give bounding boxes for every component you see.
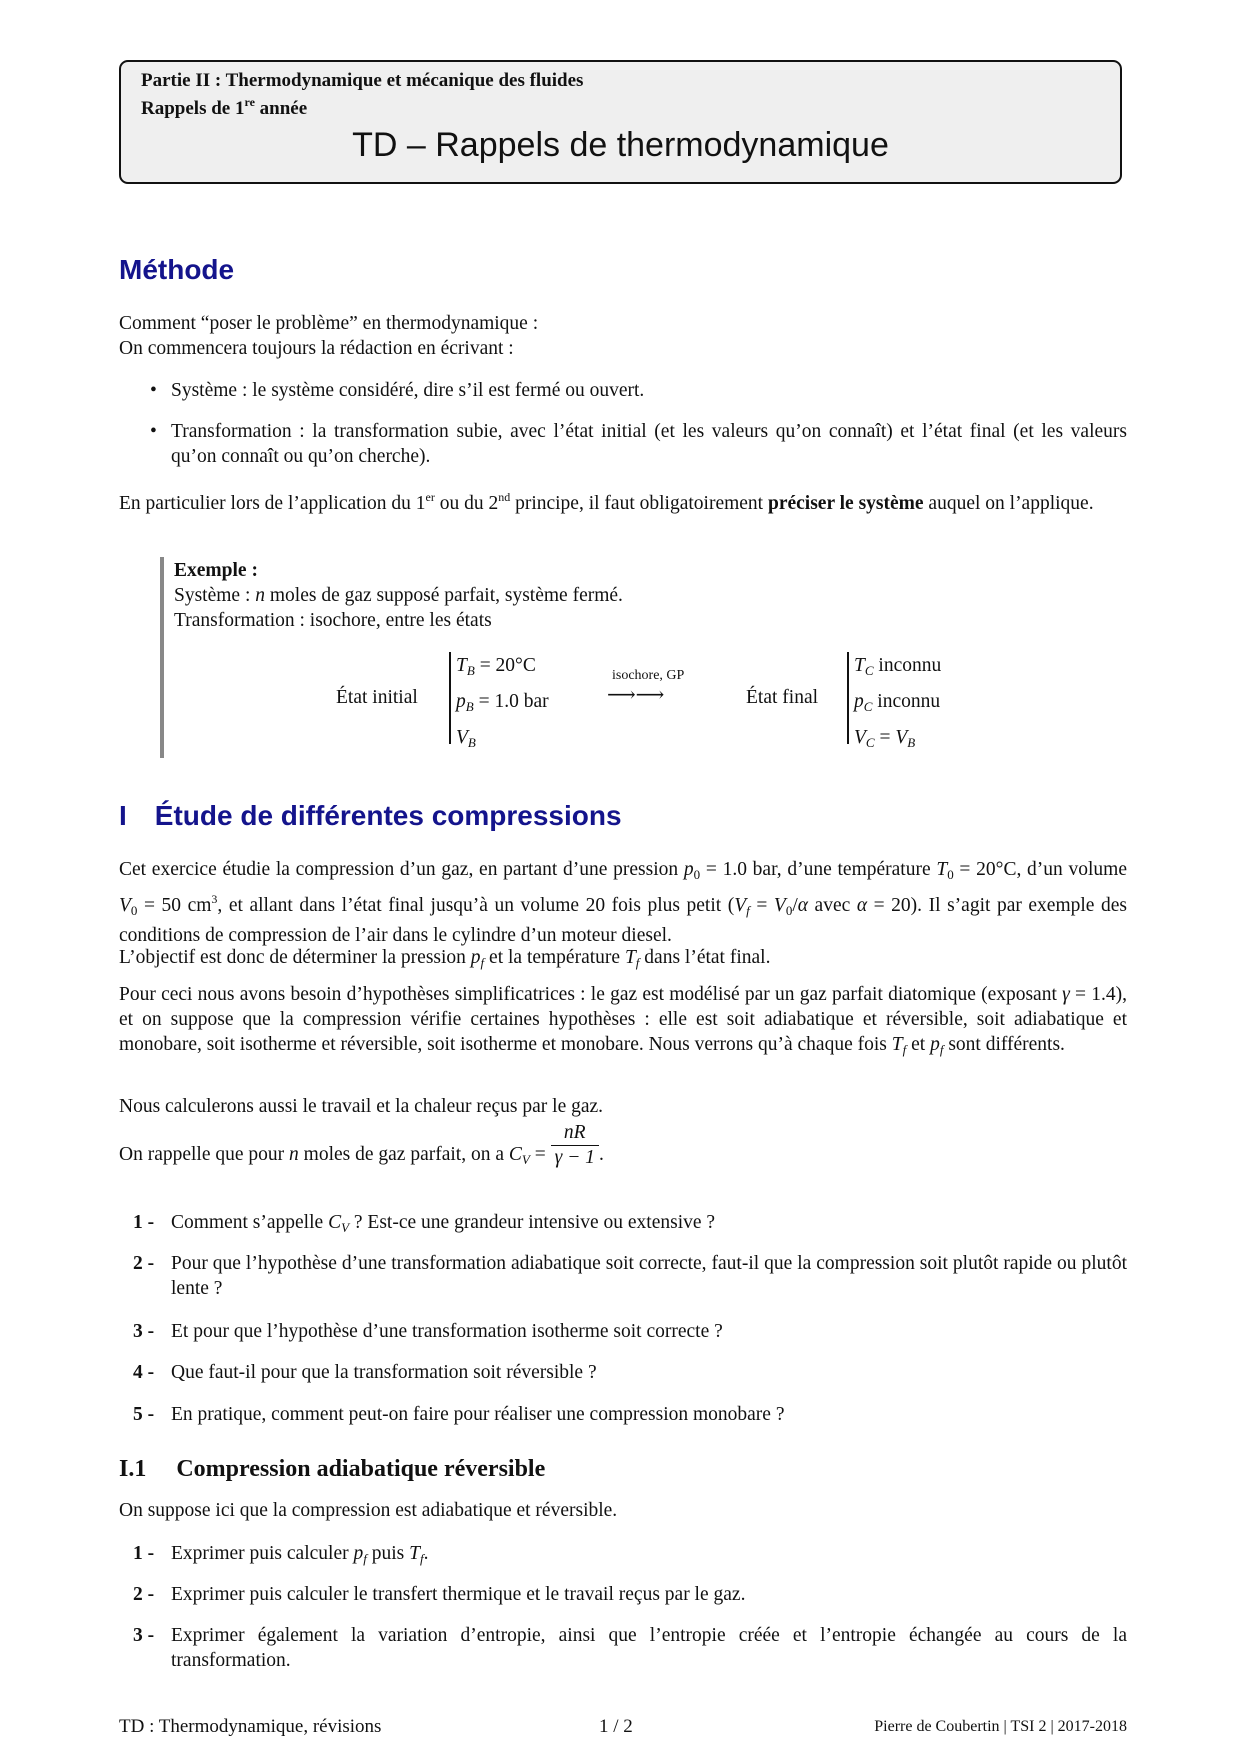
- text-run: =: [529, 1143, 551, 1165]
- math-symbol: α: [856, 895, 868, 916]
- math-symbol: V: [854, 727, 866, 748]
- math-symbol: V: [773, 895, 786, 916]
- question-text: [171, 1582, 1127, 1607]
- text-run: moles de gaz parfait, on a: [298, 1143, 509, 1165]
- math-symbol: f: [746, 903, 750, 918]
- heading-methode: Méthode: [119, 254, 235, 285]
- math-symbol: n: [255, 585, 265, 606]
- text-run: Cet exercice étudie la compression d’un gaz, en partant d’une pression: [119, 859, 684, 880]
- text-run: et: [906, 1034, 931, 1055]
- math-symbol: α: [797, 895, 808, 916]
- math-symbol: f: [939, 1042, 944, 1057]
- text-run: = 20°C: [474, 655, 536, 676]
- paragraph: On rappelle que pour n moles de gaz parfait, on a $C_V$ = $\frac{nR}{\gamma - 1}$ .: [119, 1122, 604, 1168]
- math-symbol: B: [907, 735, 916, 750]
- example-transformation: Transformation : isochore, entre les états: [174, 610, 492, 631]
- math-symbol: V: [341, 1220, 350, 1235]
- math-symbol: nd: [498, 490, 511, 504]
- math-symbol: T: [936, 859, 948, 880]
- subsection-heading: I.1 Compression adiabatique réversible: [119, 1456, 546, 1482]
- final-state-values: [854, 650, 941, 758]
- question-item: [133, 1402, 1127, 1427]
- text-run: = 20°C, d’un volume: [953, 859, 1128, 880]
- math-symbol: er: [425, 490, 435, 504]
- question-item: [133, 1251, 1127, 1301]
- math-symbol: re: [244, 95, 255, 109]
- question-text: [171, 1210, 1127, 1240]
- text-run: sont différents.: [943, 1034, 1065, 1055]
- text-run: inconnu: [873, 655, 942, 676]
- text-run: Comment s’appelle: [171, 1212, 329, 1233]
- text-run: On rappelle que pour: [119, 1143, 290, 1165]
- math-symbol: B: [467, 735, 476, 750]
- question-number: 5 -: [133, 1404, 155, 1425]
- text-run: = 50 cm: [137, 895, 212, 916]
- text-run: = 1.4), et on suppose que la compression vérifie certaines hypothèses : elle est soit adiabatique et réversible, soit adiabatique et monobare, soit isotherme et réversible, soit isotherme et monobare. Nous verrons qu’à chaque fois: [119, 984, 1127, 1055]
- math-symbol: p: [470, 947, 481, 968]
- section-heading: I Étude de différentes compressions: [119, 800, 622, 831]
- bullet-icon: •: [150, 421, 157, 442]
- math-symbol: C: [863, 699, 873, 714]
- paragraph: On commencera toujours la rédaction en écrivant :: [119, 338, 514, 359]
- header-box: [119, 60, 1122, 184]
- question-text: [171, 1541, 1127, 1571]
- fraction: $\frac{nR}{\gamma - 1}$: [551, 1121, 599, 1170]
- initial-state-values: [456, 650, 549, 758]
- arrow-icon: ⟶⟶: [607, 684, 665, 706]
- example-title: Exemple :: [174, 560, 258, 581]
- math-symbol: n: [289, 1143, 299, 1165]
- math-symbol: 0: [785, 903, 793, 918]
- text-run: année: [254, 98, 308, 119]
- question-text: [171, 1251, 1127, 1301]
- math-symbol: T: [891, 1034, 903, 1055]
- text-run: En particulier lors de l’application du 1: [119, 493, 426, 514]
- question-number: 2 -: [133, 1584, 155, 1605]
- math-symbol: p: [456, 691, 466, 712]
- math-symbol: T: [624, 947, 636, 968]
- question-number: 1 -: [133, 1212, 155, 1233]
- math-symbol: B: [465, 699, 474, 714]
- math-symbol: 0: [947, 867, 954, 882]
- list-item: • Système : le système considéré, dire s’il est fermé ou ouvert.: [150, 380, 645, 401]
- paragraph: [119, 485, 1127, 516]
- final-state-label: État final: [746, 687, 819, 708]
- text-run: Exprimer puis calculer: [171, 1543, 354, 1564]
- text-run: auquel on l’applique.: [923, 493, 1094, 514]
- math-symbol: C: [508, 1143, 522, 1165]
- part-label: Partie II : Thermodynamique et mécanique des fluides: [141, 70, 584, 91]
- text-run: =: [874, 727, 896, 748]
- math-symbol: p: [353, 1543, 364, 1564]
- question-item: [133, 1210, 1127, 1240]
- math-symbol: V: [734, 895, 747, 916]
- text-run: et la température: [484, 947, 625, 968]
- text-run: moles de gaz supposé parfait, système fermé.: [265, 585, 623, 606]
- text-run: Système :: [174, 585, 256, 606]
- document-title: TD – Rappels de thermodynamique: [352, 126, 889, 164]
- math-symbol: 0: [130, 903, 138, 918]
- page-number: 1 / 2: [599, 1716, 633, 1737]
- math-symbol: f: [419, 1551, 424, 1566]
- paragraph: [119, 945, 1127, 975]
- text-run: dans l’état final.: [639, 947, 771, 968]
- math-symbol: T: [409, 1543, 420, 1564]
- question-item: [133, 1582, 1127, 1607]
- brace-bar: [449, 652, 451, 744]
- math-symbol: C: [865, 735, 875, 750]
- text-run: Exprimer puis calculer le transfert thermique et le travail reçus par le gaz.: [171, 1584, 746, 1605]
- question-item: [133, 1360, 1127, 1385]
- text-run: .: [423, 1543, 429, 1564]
- text-run: Rappels de 1: [141, 98, 245, 119]
- brace-bar: [847, 652, 849, 744]
- math-symbol: V: [521, 1151, 530, 1167]
- math-symbol: f: [480, 955, 485, 970]
- text-run: =: [749, 895, 774, 916]
- text-run: Exprimer également la variation d’entropie, ainsi que l’entropie créée et l’entropie échangée au cours de la transformation.: [171, 1625, 1127, 1671]
- footer-left: TD : Thermodynamique, révisions: [119, 1716, 382, 1737]
- math-symbol: f: [902, 1042, 907, 1057]
- math-symbol: p: [854, 691, 864, 712]
- text-run: puis: [366, 1543, 410, 1564]
- question-number: 4 -: [133, 1362, 155, 1383]
- paragraph: Nous calculerons aussi le travail et la chaleur reçus par le gaz.: [119, 1096, 604, 1117]
- text-run: /: [792, 895, 798, 916]
- paragraph: [119, 857, 1127, 948]
- text-run: Et pour que l’hypothèse d’une transformation isotherme soit correcte ?: [171, 1321, 723, 1342]
- text-run: L’objectif est donc de déterminer la pression: [119, 947, 471, 968]
- math-symbol: V: [456, 727, 468, 748]
- text-run: = 1.0 bar, d’une température: [700, 859, 937, 880]
- question-text: [171, 1360, 1127, 1385]
- initial-state-label: État initial: [336, 687, 418, 708]
- paragraph: On suppose ici que la compression est adiabatique et réversible.: [119, 1500, 618, 1521]
- arrow-label: isochore, GP: [612, 668, 685, 683]
- question-number: 2 -: [133, 1253, 155, 1274]
- question-text: [171, 1319, 1127, 1344]
- text-run: Pour que l’hypothèse d’une transformation adiabatique soit correcte, faut-il que la compression soit plutôt rapide ou plutôt lente ?: [171, 1253, 1127, 1299]
- math-symbol: V: [119, 895, 131, 916]
- math-symbol: B: [466, 663, 475, 678]
- text-run: ? Est-ce une grandeur intensive ou extensive ?: [349, 1212, 716, 1233]
- text-run: avec: [808, 895, 857, 916]
- example-system: [174, 583, 623, 608]
- bullet-icon: •: [150, 380, 157, 401]
- text-run: , et allant dans l’état final jusqu’à un volume 20 fois plus petit (: [217, 895, 735, 916]
- example-bar: [160, 557, 164, 758]
- question-text: [171, 1402, 1127, 1427]
- footer-right: Pierre de Coubertin | TSI 2 | 2017-2018: [874, 1718, 1127, 1735]
- text-run: Que faut-il pour que la transformation soit réversible ?: [171, 1362, 597, 1383]
- math-symbol: 0: [693, 867, 701, 882]
- math-symbol: f: [363, 1551, 367, 1566]
- question-item: [133, 1541, 1127, 1571]
- question-number: 3 -: [133, 1625, 155, 1646]
- math-symbol: γ: [1062, 984, 1070, 1005]
- text-run: = 1.0 bar: [473, 691, 549, 712]
- text-run: En pratique, comment peut-on faire pour réaliser une compression monobare ?: [171, 1404, 785, 1425]
- question-number: 3 -: [133, 1321, 155, 1342]
- math-symbol: 3: [211, 892, 218, 906]
- math-symbol: T: [854, 655, 865, 676]
- list-item: • Transformation : la transformation subie, avec l’état initial (et les valeurs qu’on connaît) et l’état final (et les valeurs qu’on connaît ou qu’on cherche).: [150, 421, 1127, 467]
- math-symbol: f: [635, 955, 640, 970]
- math-symbol: T: [456, 655, 467, 676]
- chapter-label: [141, 95, 307, 120]
- paragraph: Comment “poser le problème” en thermodynamique :: [119, 313, 539, 334]
- question-item: [133, 1319, 1127, 1344]
- math-symbol: V: [895, 727, 908, 748]
- math-symbol: p: [683, 859, 694, 880]
- math-symbol: C: [864, 663, 874, 678]
- math-symbol: C: [328, 1212, 342, 1233]
- question-number: 1 -: [133, 1543, 155, 1564]
- text-run: inconnu: [872, 691, 941, 712]
- text-run: = 20). Il s’agit par exemple des conditions de compression de l’air dans le cylindre d’un moteur diesel.: [119, 895, 1128, 946]
- question-text: [171, 1623, 1127, 1673]
- math-symbol: p: [930, 1034, 940, 1055]
- text-run: Pour ceci nous avons besoin d’hypothèses simplificatrices : le gaz est modélisé par un gaz parfait diatomique (exposant: [119, 984, 1063, 1005]
- paragraph: [119, 982, 1127, 1062]
- bold-text: préciser le système: [767, 493, 924, 514]
- text-run: ou du 2: [434, 493, 499, 514]
- text-run: principe, il faut obligatoirement: [510, 493, 768, 514]
- question-item: [133, 1623, 1127, 1673]
